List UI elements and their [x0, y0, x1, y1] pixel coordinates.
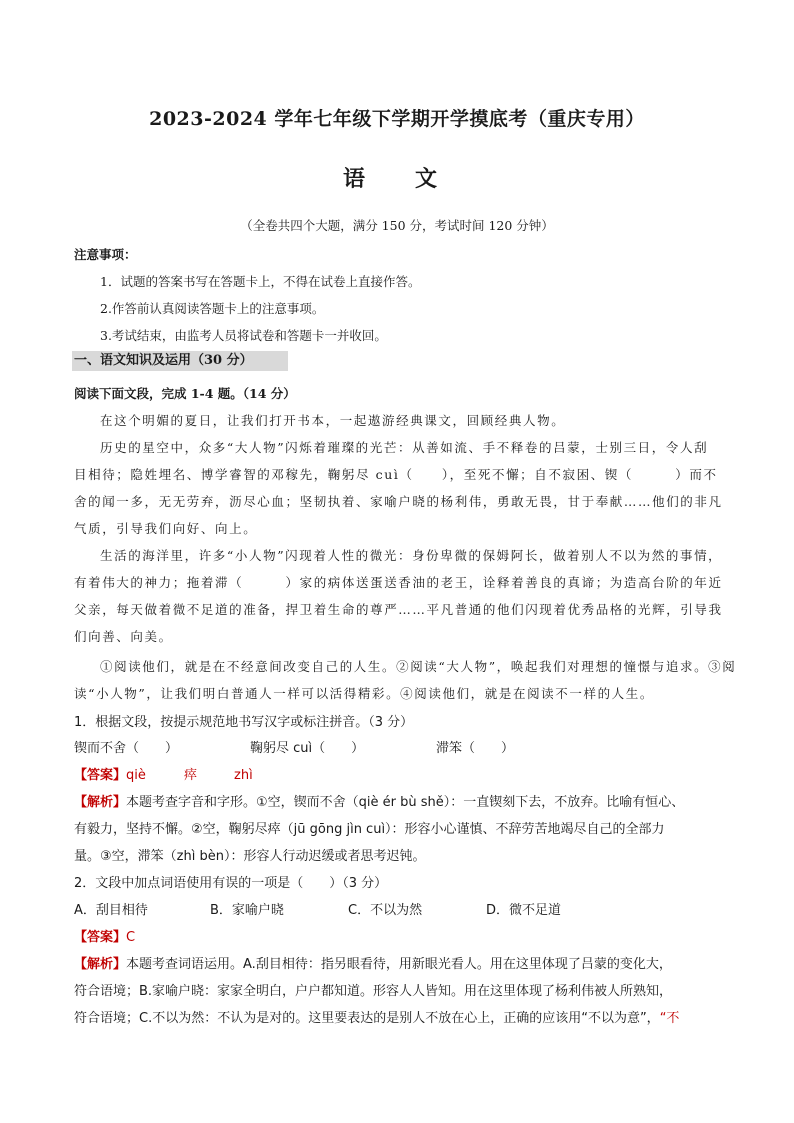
- exam-info: （全卷共四个大题，满分 150 分，考试时间 120 分钟）: [240, 218, 554, 233]
- passage-line: 在这个明媚的夏日，让我们打开书本，一起遨游经典课文，回顾经典人物。: [100, 413, 566, 428]
- q1-analysis: [74, 791, 724, 810]
- analysis-text: 符合语境；C.不以为然：不认为是对的。这里要表达的是别人不放在心上，正确的应该用“不以为意”，: [74, 1011, 660, 1026]
- answer-value: qiè: [126, 768, 146, 783]
- passage-line: 目相待；隐姓埋名、博学睿智的邓稼先，鞠躬尽 cuì（ ），至死不懈；自不寂困、锲（ ）而不: [74, 467, 718, 482]
- question-2-options: [74, 899, 724, 918]
- q1-item: 锲而不舍（ ）: [74, 741, 179, 756]
- answer-value: 瘁: [184, 768, 198, 783]
- q2-analysis-line: [74, 1007, 724, 1026]
- q2-analysis-line: 符合语境；B.家喻户晓：家家全明白，户户都知道。形容人人皆知。用在这里体现了杨利伟被人所熟知，: [74, 984, 673, 999]
- q1-analysis-line: 量。③空，滞笨（zhì bèn）：形容人行动迟缓或者思考迟钝。: [74, 849, 426, 864]
- analysis-tail: “不: [659, 1011, 680, 1026]
- answer-value: C: [126, 930, 136, 945]
- passage-line: 们向善、向美。: [74, 629, 173, 644]
- question-2: 2．文段中加点词语使用有误的一项是（ ）（3 分）: [74, 876, 388, 891]
- passage-line: 历史的星空中，众多“大人物”闪烁着璀璨的光芒：从善如流、手不释卷的吕蒙，士别三日，令人刮: [100, 440, 709, 455]
- note-item: 1．试题的答案书写在答题卡上，不得在试卷上直接作答。: [100, 274, 421, 289]
- passage-line: 有着伟大的神力；拖着滞（ ）家的病体送蛋送香油的老王，诠释着善良的真谛；为造高台阶的年近: [74, 575, 723, 590]
- reading-instruction: 阅读下面文段，完成 1-4 题。（14 分）: [74, 386, 296, 401]
- exam-title: 2023-2024 学年七年级下学期开学摸底考（重庆专用）: [149, 108, 645, 130]
- q2-option: B．家喻户晓: [210, 903, 284, 918]
- q2-option: A．刮目相待: [74, 903, 148, 918]
- passage-line: 生活的海洋里，许多“小人物”闪现着人性的微光：身份卑微的保姆阿长，做着别人不以为然的事情，: [100, 548, 723, 563]
- q2-option: C．不以为然: [348, 903, 423, 918]
- answer-label: 【答案】: [74, 768, 127, 783]
- passage-line: 气质，引导我们向好、向上。: [74, 521, 258, 536]
- q2-option: D．微不足道: [486, 903, 562, 918]
- note-item: 3.考试结束，由监考人员将试卷和答题卡一并收回。: [100, 328, 387, 343]
- q1-item: 鞠躬尽 cuì（ ）: [250, 741, 365, 756]
- subject-title: 语 文: [342, 166, 451, 192]
- q1-answer: [74, 764, 724, 783]
- note-item: 2.作答前认真阅读答题卡上的注意事项。: [100, 301, 325, 316]
- section-heading: 一、语文知识及运用（30 分）: [72, 351, 288, 371]
- passage-line: 读“小人物”，让我们明白普通人一样可以活得精彩。④阅读他们，就是在阅读不一样的人生。: [74, 686, 654, 701]
- question-1: 1．根据文段，按提示规范地书写汉字或标注拼音。（3 分）: [74, 715, 414, 730]
- analysis-label: 【解析】: [74, 957, 127, 972]
- q2-analysis: [74, 953, 724, 972]
- passage-line: ①阅读他们，就是在不经意间改变自己的人生。②阅读“大人物”，唤起我们对理想的憧憬与追求。③阅: [100, 659, 737, 674]
- notes-heading: 注意事项：: [74, 247, 137, 262]
- passage-line: 舍的闻一多，无无劳弃，沥尽心血；坚韧执着、家喻户晓的杨利伟，勇敢无畏，甘于奉献……他们的非凡: [74, 494, 723, 509]
- q1-item: 滞笨（ ）: [436, 741, 515, 756]
- q2-answer: [74, 926, 724, 945]
- question-1-items: [74, 737, 724, 756]
- answer-label: 【答案】: [74, 930, 127, 945]
- analysis-text: 本题考查字音和字形。①空，锲而不舍（qiè ér bù shě）：一直锲刻下去，不放弃。比喻有恒心、: [126, 795, 685, 810]
- answer-value: zhì: [234, 768, 253, 783]
- analysis-label: 【解析】: [74, 795, 127, 810]
- analysis-text: 本题考查词语运用。A.刮目相待：指另眼看待，用新眼光看人。用在这里体现了吕蒙的变化大，: [126, 957, 672, 972]
- passage-line: 父亲，每天做着微不足道的准备，捍卫着生命的尊严……平凡普通的他们闪现着优秀品格的光辉，引导我: [74, 602, 723, 617]
- q1-analysis-line: 有毅力，坚持不懈。②空，鞠躬尽瘁（jū gōng jìn cuì）：形容小心谨慎、不辞劳苦地竭尽自己的全部力: [74, 822, 665, 837]
